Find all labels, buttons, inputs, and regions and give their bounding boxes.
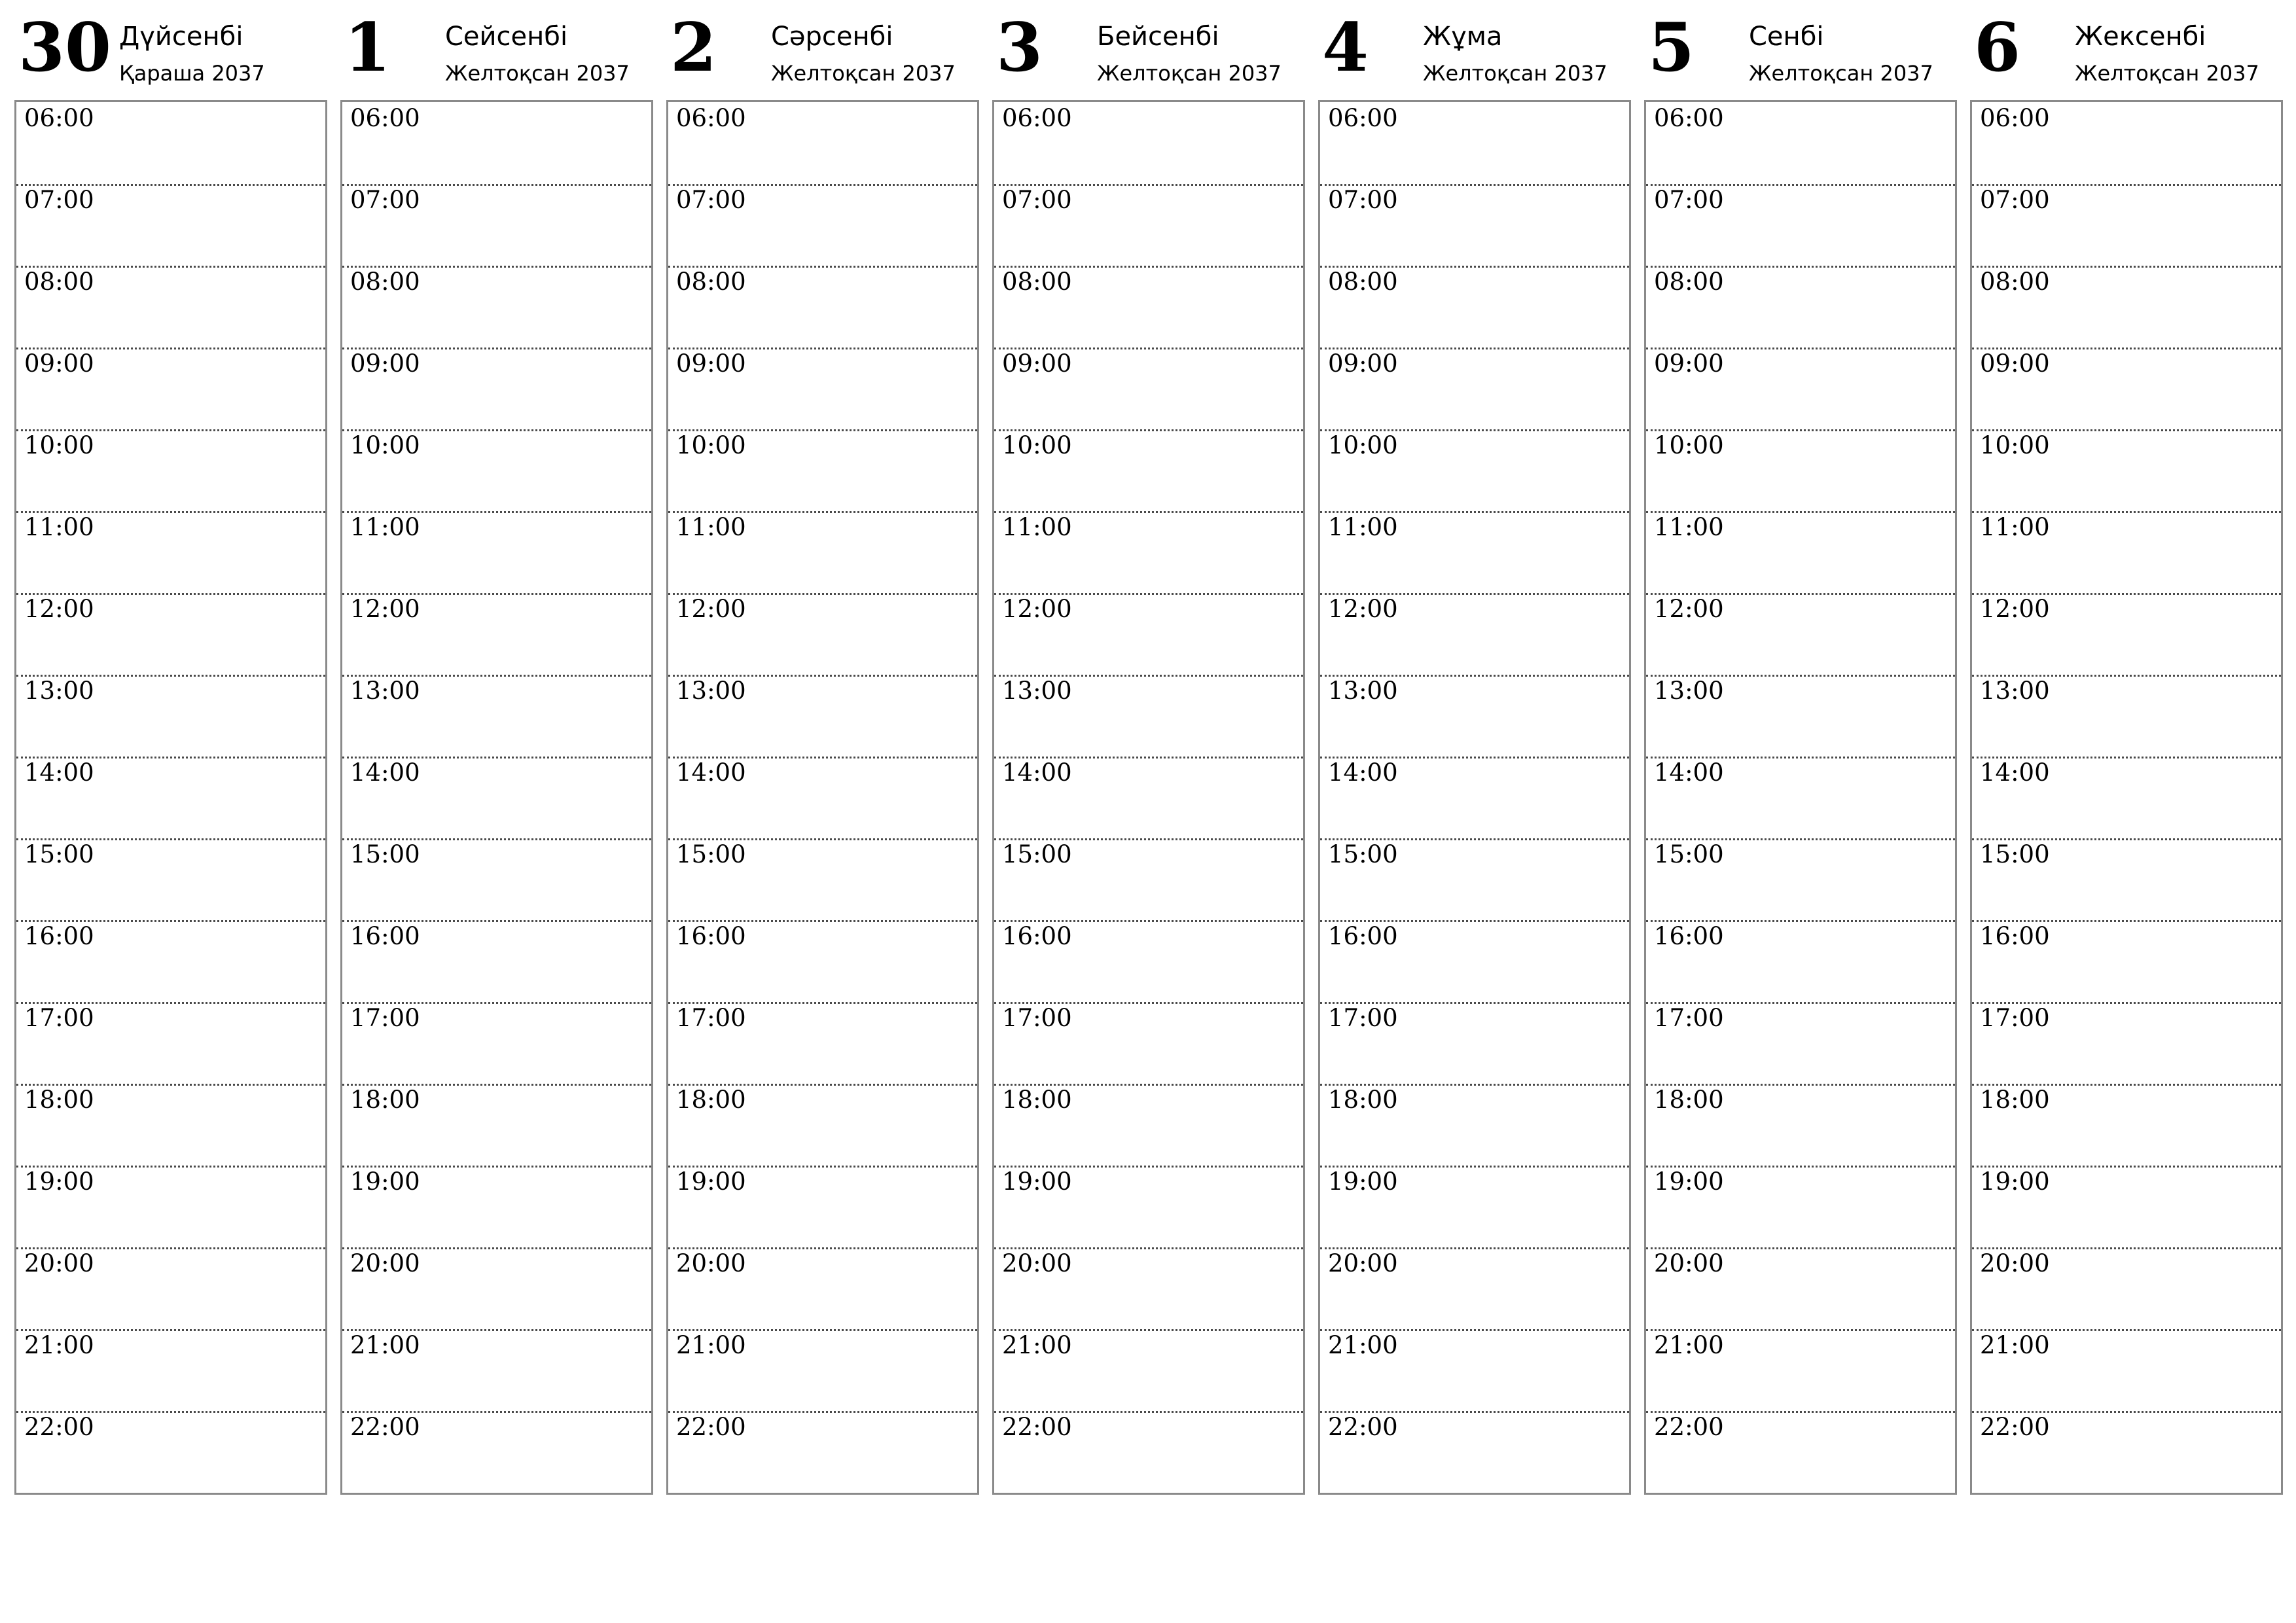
day-month-year: Желтоқсан 2037 [1423, 61, 1607, 86]
hour-slot[interactable] [668, 348, 977, 429]
day-number: 5 [1648, 9, 1695, 87]
hour-slot[interactable] [1972, 1002, 2281, 1084]
hour-label: 21:00 [1654, 1331, 1724, 1359]
hour-label: 22:00 [1002, 1413, 1072, 1441]
hour-slot[interactable] [1646, 1247, 1955, 1329]
hour-slot[interactable] [994, 348, 1303, 429]
hour-label: 19:00 [350, 1168, 420, 1196]
hour-slot[interactable] [1646, 266, 1955, 348]
hour-label: 16:00 [676, 922, 746, 950]
hour-label: 08:00 [350, 268, 420, 296]
hour-label: 20:00 [1002, 1249, 1072, 1277]
hour-label: 16:00 [1980, 922, 2050, 950]
hour-slot[interactable] [994, 429, 1303, 511]
hour-label: 16:00 [24, 922, 94, 950]
hour-slot[interactable] [994, 1166, 1303, 1247]
hour-slot[interactable] [994, 1411, 1303, 1493]
hour-slot[interactable] [1646, 838, 1955, 920]
hour-label: 16:00 [1654, 922, 1724, 950]
hour-slot[interactable] [668, 1247, 977, 1329]
hour-label: 10:00 [350, 431, 420, 459]
hour-slot[interactable] [1972, 1084, 2281, 1166]
hour-slot[interactable] [1320, 429, 1629, 511]
hour-slot[interactable] [668, 1084, 977, 1166]
hour-label: 15:00 [1654, 840, 1724, 868]
hour-label: 09:00 [1654, 349, 1724, 378]
hour-label: 12:00 [1980, 595, 2050, 623]
hour-slot[interactable] [1972, 511, 2281, 593]
hour-slot[interactable] [668, 1002, 977, 1084]
hour-slot[interactable] [1972, 757, 2281, 838]
hour-label: 07:00 [676, 186, 746, 214]
hour-label: 14:00 [1980, 758, 2050, 787]
hour-slot[interactable] [994, 757, 1303, 838]
hour-slot[interactable] [668, 1166, 977, 1247]
hour-label: 18:00 [1002, 1086, 1072, 1114]
hour-slot[interactable] [16, 102, 325, 184]
hour-slot[interactable] [342, 1002, 651, 1084]
hour-slot[interactable] [16, 184, 325, 266]
hour-label: 16:00 [1328, 922, 1398, 950]
hour-label: 22:00 [1328, 1413, 1398, 1441]
hour-label: 18:00 [676, 1086, 746, 1114]
hour-slot[interactable] [16, 511, 325, 593]
hour-label: 17:00 [1654, 1004, 1724, 1032]
hour-slot[interactable] [994, 266, 1303, 348]
day-column [1318, 0, 1631, 1441]
hour-slot[interactable] [16, 1166, 325, 1247]
hour-slot[interactable] [994, 511, 1303, 593]
hour-label: 22:00 [676, 1413, 746, 1441]
hour-label: 20:00 [350, 1249, 420, 1277]
hour-slot[interactable] [1646, 429, 1955, 511]
hour-slot[interactable] [668, 675, 977, 757]
hour-slot[interactable] [668, 757, 977, 838]
hour-label: 18:00 [1980, 1086, 2050, 1114]
hour-label: 06:00 [676, 104, 746, 132]
hour-label: 21:00 [24, 1331, 94, 1359]
hour-slot[interactable] [668, 266, 977, 348]
hour-slot[interactable] [342, 1247, 651, 1329]
hour-label: 14:00 [1002, 758, 1072, 787]
day-month-year: Желтоқсан 2037 [771, 61, 956, 86]
day-header [1318, 0, 1631, 100]
hour-label: 11:00 [676, 513, 746, 541]
hour-slot[interactable] [994, 1247, 1303, 1329]
hour-slot[interactable] [994, 838, 1303, 920]
hour-slot[interactable] [1972, 675, 2281, 757]
hour-slot[interactable] [16, 1247, 325, 1329]
hour-label: 18:00 [350, 1086, 420, 1114]
hour-label: 15:00 [1980, 840, 2050, 868]
hour-label: 11:00 [24, 513, 94, 541]
hour-slot[interactable] [1320, 1002, 1629, 1084]
day-column [666, 0, 979, 1441]
hour-label: 08:00 [1980, 268, 2050, 296]
hour-slot[interactable] [342, 593, 651, 675]
hour-label: 22:00 [1980, 1413, 2050, 1441]
hour-slot[interactable] [342, 675, 651, 757]
day-number: 1 [344, 9, 391, 87]
hour-slot[interactable] [668, 1411, 977, 1493]
hour-label: 07:00 [350, 186, 420, 214]
hour-slot[interactable] [1646, 184, 1955, 266]
day-column [992, 0, 1305, 1441]
hour-label: 21:00 [1980, 1331, 2050, 1359]
hour-slot[interactable] [342, 920, 651, 1002]
hour-slot[interactable] [342, 1166, 651, 1247]
hour-slot[interactable] [1972, 593, 2281, 675]
hour-slot[interactable] [342, 1084, 651, 1166]
day-number: 30 [18, 9, 111, 87]
hour-slot[interactable] [342, 1411, 651, 1493]
hour-label: 10:00 [1328, 431, 1398, 459]
hour-label: 13:00 [676, 677, 746, 705]
hour-slot[interactable] [342, 757, 651, 838]
hour-label: 06:00 [350, 104, 420, 132]
hour-label: 19:00 [1980, 1168, 2050, 1196]
hour-label: 14:00 [676, 758, 746, 787]
hour-slot[interactable] [994, 1002, 1303, 1084]
hour-label: 20:00 [676, 1249, 746, 1277]
hour-label: 06:00 [1328, 104, 1398, 132]
hour-slot[interactable] [1320, 1247, 1629, 1329]
hour-slot[interactable] [342, 1329, 651, 1411]
hour-slot[interactable] [994, 593, 1303, 675]
hour-label: 13:00 [1002, 677, 1072, 705]
hour-slot[interactable] [668, 511, 977, 593]
day-schedule-box[interactable] [14, 100, 327, 1495]
hour-label: 11:00 [350, 513, 420, 541]
hour-slot[interactable] [16, 1002, 325, 1084]
day-weekday: Бейсенбі [1097, 22, 1219, 52]
hour-label: 19:00 [1328, 1168, 1398, 1196]
hour-slot[interactable] [668, 920, 977, 1002]
hour-label: 09:00 [1980, 349, 2050, 378]
hour-slot[interactable] [16, 593, 325, 675]
hour-slot[interactable] [1972, 838, 2281, 920]
hour-slot[interactable] [342, 511, 651, 593]
hour-slot[interactable] [1320, 348, 1629, 429]
hour-label: 09:00 [1328, 349, 1398, 378]
day-schedule-box[interactable] [340, 100, 653, 1495]
hour-label: 19:00 [676, 1168, 746, 1196]
day-header [666, 0, 979, 100]
day-month-year: Желтоқсан 2037 [2075, 61, 2259, 86]
hour-slot[interactable] [1320, 1084, 1629, 1166]
hour-label: 12:00 [1002, 595, 1072, 623]
hour-label: 15:00 [1328, 840, 1398, 868]
day-number: 6 [1974, 9, 2020, 87]
hour-slot[interactable] [1972, 348, 2281, 429]
hour-slot[interactable] [1972, 1411, 2281, 1493]
hour-slot[interactable] [16, 1411, 325, 1493]
hour-label: 08:00 [1328, 268, 1398, 296]
hour-label: 21:00 [676, 1331, 746, 1359]
hour-label: 09:00 [24, 349, 94, 378]
day-weekday: Сенбі [1749, 22, 1824, 52]
hour-label: 13:00 [350, 677, 420, 705]
hour-slot[interactable] [1646, 1329, 1955, 1411]
hour-label: 15:00 [24, 840, 94, 868]
hour-label: 21:00 [1002, 1331, 1072, 1359]
day-header [1644, 0, 1957, 100]
hour-slot[interactable] [1320, 838, 1629, 920]
day-header [14, 0, 327, 100]
hour-label: 08:00 [1002, 268, 1072, 296]
hour-slot[interactable] [1320, 593, 1629, 675]
hour-slot[interactable] [16, 757, 325, 838]
hour-label: 15:00 [676, 840, 746, 868]
hour-slot[interactable] [1320, 757, 1629, 838]
hour-slot[interactable] [1646, 102, 1955, 184]
day-header [1970, 0, 2283, 100]
hour-slot[interactable] [668, 102, 977, 184]
hour-label: 18:00 [1328, 1086, 1398, 1114]
day-number: 3 [996, 9, 1043, 87]
hour-label: 11:00 [1328, 513, 1398, 541]
hour-label: 19:00 [1002, 1168, 1072, 1196]
day-schedule-box[interactable] [1644, 100, 1957, 1495]
hour-label: 07:00 [1328, 186, 1398, 214]
hour-label: 22:00 [1654, 1413, 1724, 1441]
hour-slot[interactable] [1972, 920, 2281, 1002]
day-schedule-box[interactable] [992, 100, 1305, 1495]
hour-slot[interactable] [1320, 920, 1629, 1002]
hour-slot[interactable] [1646, 348, 1955, 429]
hour-slot[interactable] [16, 348, 325, 429]
hour-label: 13:00 [1654, 677, 1724, 705]
hour-label: 17:00 [1328, 1004, 1398, 1032]
hour-label: 14:00 [350, 758, 420, 787]
hour-label: 15:00 [350, 840, 420, 868]
hour-slot[interactable] [1646, 1411, 1955, 1493]
day-weekday: Жұма [1423, 22, 1503, 52]
hour-slot[interactable] [16, 920, 325, 1002]
hour-label: 16:00 [350, 922, 420, 950]
hour-label: 08:00 [676, 268, 746, 296]
hour-slot[interactable] [668, 1329, 977, 1411]
hour-label: 10:00 [1980, 431, 2050, 459]
hour-label: 10:00 [1002, 431, 1072, 459]
hour-label: 22:00 [350, 1413, 420, 1441]
hour-label: 12:00 [24, 595, 94, 623]
hour-label: 22:00 [24, 1413, 94, 1441]
hour-label: 12:00 [1654, 595, 1724, 623]
day-weekday: Дүйсенбі [119, 22, 243, 52]
hour-label: 09:00 [350, 349, 420, 378]
hour-label: 20:00 [24, 1249, 94, 1277]
hour-label: 17:00 [350, 1004, 420, 1032]
hour-label: 19:00 [1654, 1168, 1724, 1196]
day-month-year: Желтоқсан 2037 [1097, 61, 1282, 86]
day-column [1644, 0, 1957, 1441]
hour-label: 12:00 [676, 595, 746, 623]
hour-slot[interactable] [16, 1084, 325, 1166]
hour-slot[interactable] [668, 184, 977, 266]
hour-slot[interactable] [1972, 1329, 2281, 1411]
day-number: 4 [1322, 9, 1369, 87]
hour-label: 09:00 [676, 349, 746, 378]
hour-label: 07:00 [1002, 186, 1072, 214]
hour-slot[interactable] [1646, 511, 1955, 593]
day-month-year: Қараша 2037 [119, 61, 265, 86]
hour-label: 20:00 [1654, 1249, 1724, 1277]
hour-slot[interactable] [1646, 757, 1955, 838]
hour-slot[interactable] [1646, 920, 1955, 1002]
hour-slot[interactable] [342, 838, 651, 920]
hour-slot[interactable] [342, 184, 651, 266]
hour-label: 21:00 [1328, 1331, 1398, 1359]
hour-label: 21:00 [350, 1331, 420, 1359]
hour-slot[interactable] [1646, 675, 1955, 757]
hour-label: 20:00 [1328, 1249, 1398, 1277]
hour-slot[interactable] [1972, 1166, 2281, 1247]
day-schedule-box[interactable] [1318, 100, 1631, 1495]
hour-label: 11:00 [1002, 513, 1072, 541]
hour-slot[interactable] [342, 266, 651, 348]
hour-slot[interactable] [342, 429, 651, 511]
hour-label: 13:00 [24, 677, 94, 705]
hour-label: 10:00 [24, 431, 94, 459]
hour-slot[interactable] [16, 838, 325, 920]
hour-label: 15:00 [1002, 840, 1072, 868]
hour-label: 07:00 [1980, 186, 2050, 214]
hour-slot[interactable] [1972, 102, 2281, 184]
hour-label: 06:00 [1002, 104, 1072, 132]
hour-slot[interactable] [16, 1329, 325, 1411]
day-weekday: Жексенбі [2075, 22, 2206, 52]
hour-label: 18:00 [1654, 1086, 1724, 1114]
hour-slot[interactable] [1972, 266, 2281, 348]
hour-slot[interactable] [1320, 1411, 1629, 1493]
day-header [992, 0, 1305, 100]
hour-label: 17:00 [1980, 1004, 2050, 1032]
hour-slot[interactable] [16, 266, 325, 348]
hour-label: 08:00 [24, 268, 94, 296]
hour-label: 07:00 [1654, 186, 1724, 214]
hour-slot[interactable] [1320, 675, 1629, 757]
hour-slot[interactable] [668, 593, 977, 675]
hour-slot[interactable] [668, 838, 977, 920]
hour-label: 13:00 [1980, 677, 2050, 705]
hour-slot[interactable] [1646, 1084, 1955, 1166]
hour-label: 10:00 [1654, 431, 1724, 459]
hour-label: 17:00 [24, 1004, 94, 1032]
hour-label: 06:00 [24, 104, 94, 132]
hour-label: 16:00 [1002, 922, 1072, 950]
hour-label: 10:00 [676, 431, 746, 459]
day-schedule-box[interactable] [1970, 100, 2283, 1495]
hour-label: 17:00 [1002, 1004, 1072, 1032]
hour-label: 12:00 [1328, 595, 1398, 623]
hour-label: 19:00 [24, 1168, 94, 1196]
hour-slot[interactable] [342, 102, 651, 184]
day-header [340, 0, 653, 100]
hour-label: 11:00 [1654, 513, 1724, 541]
hour-label: 08:00 [1654, 268, 1724, 296]
hour-slot[interactable] [1646, 1166, 1955, 1247]
hour-slot[interactable] [994, 675, 1303, 757]
hour-slot[interactable] [1972, 184, 2281, 266]
day-month-year: Желтоқсан 2037 [445, 61, 630, 86]
hour-label: 06:00 [1980, 104, 2050, 132]
hour-label: 14:00 [24, 758, 94, 787]
hour-slot[interactable] [1320, 184, 1629, 266]
hour-label: 14:00 [1328, 758, 1398, 787]
hour-label: 17:00 [676, 1004, 746, 1032]
day-column [1970, 0, 2283, 1441]
hour-label: 20:00 [1980, 1249, 2050, 1277]
day-weekday: Сәрсенбі [771, 22, 893, 52]
hour-slot[interactable] [1646, 593, 1955, 675]
hour-slot[interactable] [994, 1084, 1303, 1166]
hour-slot[interactable] [1320, 1166, 1629, 1247]
hour-slot[interactable] [1320, 266, 1629, 348]
day-column [14, 0, 327, 1441]
day-weekday: Сейсенбі [445, 22, 568, 52]
hour-label: 07:00 [24, 186, 94, 214]
hour-slot[interactable] [1646, 1002, 1955, 1084]
hour-slot[interactable] [1320, 511, 1629, 593]
hour-slot[interactable] [668, 429, 977, 511]
hour-label: 13:00 [1328, 677, 1398, 705]
hour-label: 12:00 [350, 595, 420, 623]
hour-slot[interactable] [994, 920, 1303, 1002]
day-schedule-box[interactable] [666, 100, 979, 1495]
hour-slot[interactable] [1972, 1247, 2281, 1329]
hour-slot[interactable] [1320, 102, 1629, 184]
hour-label: 11:00 [1980, 513, 2050, 541]
hour-slot[interactable] [994, 1329, 1303, 1411]
day-month-year: Желтоқсан 2037 [1749, 61, 1933, 86]
hour-label: 14:00 [1654, 758, 1724, 787]
hour-slot[interactable] [1320, 1329, 1629, 1411]
hour-label: 06:00 [1654, 104, 1724, 132]
hour-slot[interactable] [1972, 429, 2281, 511]
hour-slot[interactable] [994, 102, 1303, 184]
hour-label: 09:00 [1002, 349, 1072, 378]
hour-label: 18:00 [24, 1086, 94, 1114]
day-number: 2 [670, 9, 717, 87]
day-column [340, 0, 653, 1441]
hour-slot[interactable] [994, 184, 1303, 266]
hour-slot[interactable] [16, 675, 325, 757]
hour-slot[interactable] [16, 429, 325, 511]
hour-slot[interactable] [342, 348, 651, 429]
